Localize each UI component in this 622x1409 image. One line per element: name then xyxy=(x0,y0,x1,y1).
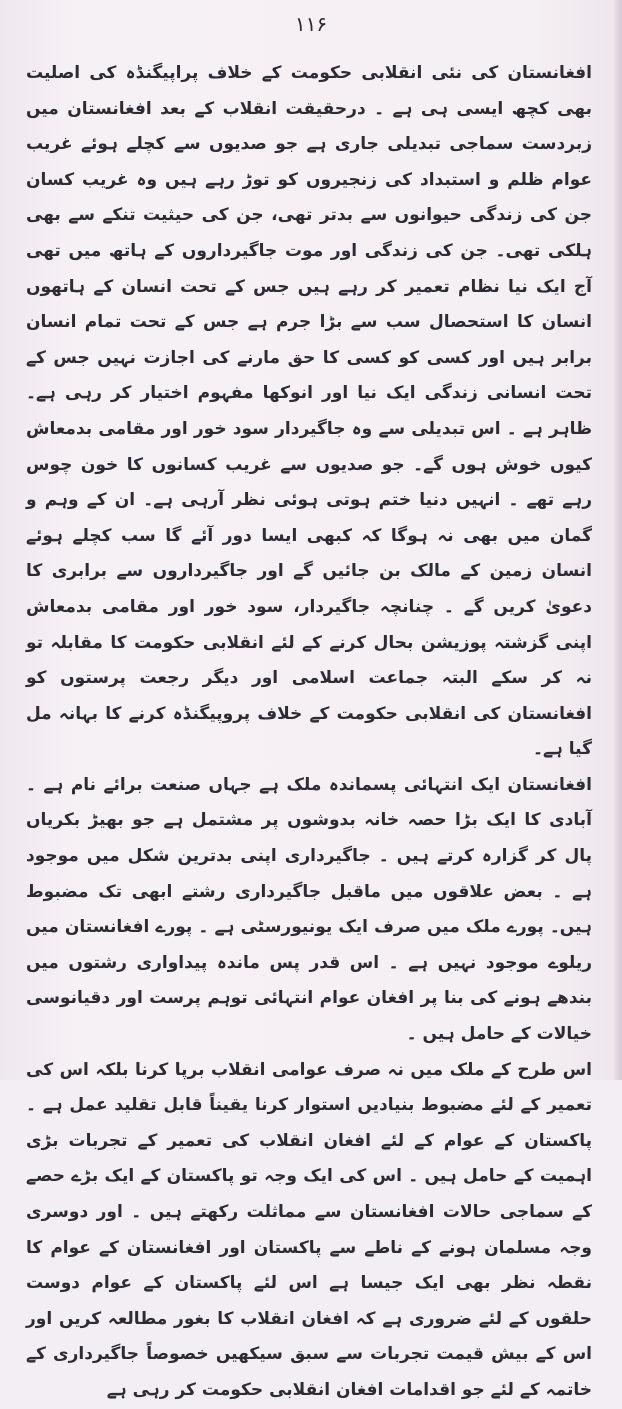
page-number: ۱۱۶ xyxy=(294,12,328,36)
paragraph-1: افغانستان کی نئی انقلابی حکومت کے خلاف پراپیگنڈہ کی اصلیت بھی کچھ ایسی ہی ہے ۔ درحقیقت انقلاب کے بعد افغانستان میں زبردست سماجی تبدیلی جاری ہے جو صدیوں سے کچلے ہوئے غریب عوام ظلم و استبداد کی زنجیروں کو توڑ رہے ہیں وہ غریب کسان جن کی زندگی حیوانوں سے بدتر تھی، جن کی حیثیت تنکے سے بھی ہلکی تھی۔ جن کی زندگی اور موت جاگیرداروں کے ہاتھ میں تھی آج ایک نیا نظام تعمیر کر رہے ہیں جس کے تحت انسان کے ہاتھوں انسان کا استحصال سب سے بڑا جرم ہے جس کے تحت تمام انسان برابر ہیں اور کسی کو کسی کا حق مارنے کی اجازت نہیں جس کے تحت انسانی زندگی ایک نیا اور انوکھا مفہوم اختیار کر رہی ہے۔ ظاہر ہے ۔ اس تبدیلی سے وہ جاگیردار سود خور اور مقامی بدمعاش کیوں خوش ہوں گے۔ جو صدیوں سے غریب کسانوں کا خون چوس رہے تھے ۔ انہیں دنیا ختم ہوتی ہوئی نظر آرہی ہے۔ ان کے وہم و گمان میں بھی نہ ہوگا کہ کبھی ایسا دور آئے گا سب کچلے ہوئے انسان زمین کے مالک بن جائیں گے اور جاگیرداروں سے برابری کا دعویٰ کریں گے ۔ چنانچہ جاگیردار، سود خور اور مقامی بدمعاش اپنی گزشتہ پوزیشن بحال کرنے کے لئے انقلابی حکومت کا مقابلہ تو نہ کر سکے البتہ جماعت اسلامی اور دیگر رجعت پرستوں کو افغانستان کی انقلابی حکومت کے خلاف پروپیگنڈہ کرنے کا بہانہ مل گیا ہے۔ xyxy=(26,63,592,760)
paragraph-3: اس طرح کے ملک میں نہ صرف عوامی انقلاب برپا کرنا بلکہ اس کی تعمیر کے لئے مضبوط بنیادیں استوار کرنا یقیناً قابل تقلید عمل ہے ۔ پاکستان کے عوام کے لئے افغان انقلاب کی تعمیر کے تجربات بڑی اہمیت کے حامل ہیں ۔ اس کی ایک وجہ تو پاکستان کے ایک بڑے حصے کے سماجی حالات افغانستان سے مماثلت رکھتے ہیں ۔ اور دوسری وجہ مسلمان ہونے کے ناطے سے پاکستان اور افغانستان کے عوام کا نقطہ نظر بھی ایک جیسا ہے اس لئے پاکستان کے عوام دوست حلقوں کے لئے ضروری ہے کہ افغان انقلاب کا بغور مطالعہ کریں اور اس کے بیش قیمت تجربات سے سبق سیکھیں خصوصاً جاگیرداری کے خاتمہ کے لئے جو اقدامات افغان انقلابی حکومت کر رہی ہے xyxy=(26,1059,592,1400)
bleed-through-text xyxy=(40,1040,562,1054)
paragraph-2: افغانستان ایک انتہائی پسماندہ ملک ہے جہاں صنعت برائے نام ہے ۔ آبادی کا ایک بڑا حصہ خانہ بدوشوں پر مشتمل ہے جو بھیڑ بکریاں پال کر گزارہ کرتے ہیں ۔ جاگیرداری اپنی بدترین شکل میں موجود ہے ۔ بعض علاقوں میں ماقبل جاگیرداری رشتے ابھی تک مضبوط ہیں۔ پورے ملک میں صرف ایک یونیورسٹی ہے ۔ پورے افغانستان میں ریلوے موجود نہیں ہے ۔ اس قدر پس ماندہ پیداواری رشتوں میں بندھے ہونے کی بنا پر افغان عوام انتہائی توہم پرست اور دقیانوسی خیالات کے حامل ہیں ۔ xyxy=(26,774,592,1045)
page-edge-shadow xyxy=(612,0,622,1080)
page-body-text xyxy=(26,56,592,1409)
